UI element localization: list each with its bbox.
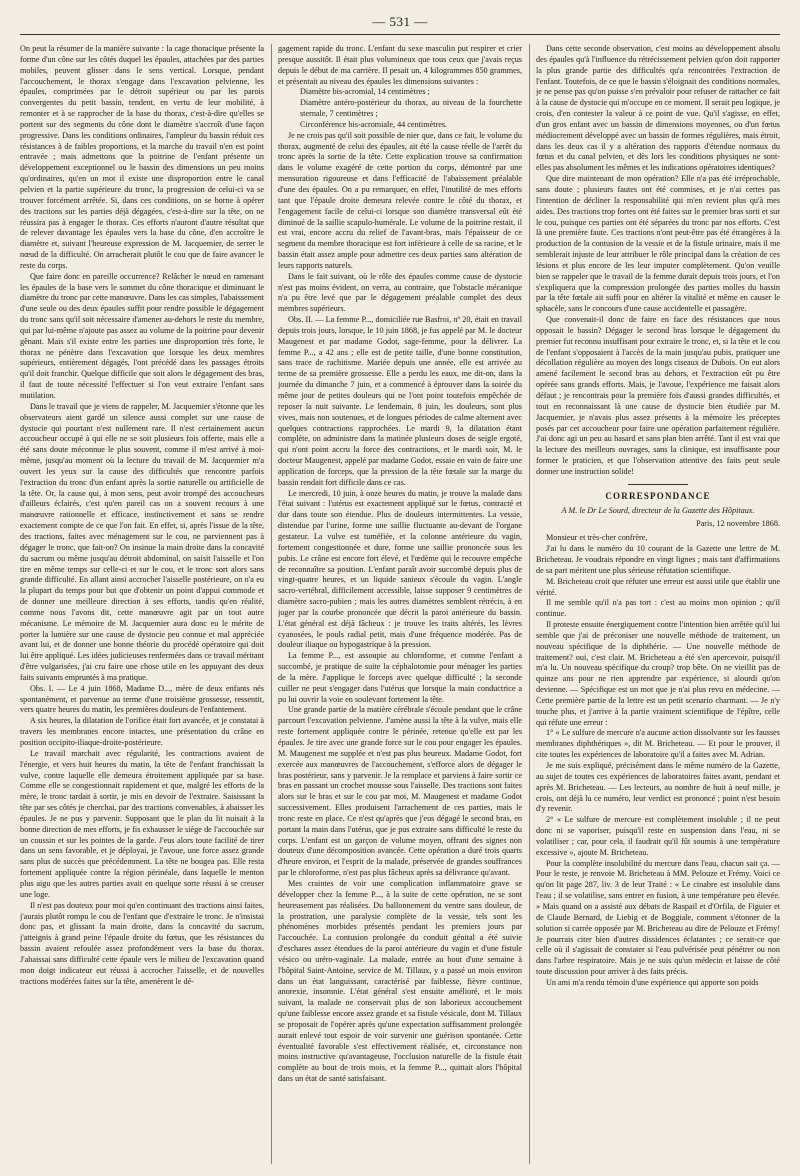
observation-1-heading-paragraph: Obs. I. — Le 4 juin 1868, Madame D..., mère de deux enfants nés spontanément, et parvenue au terme d'une troisième grossesse, ressentit, vers quatre heures du matin, les premières douleurs de l'enfantement. bbox=[20, 683, 264, 715]
letter-paragraph: Il me semble qu'il n'a pas tort : c'est au moins mon opinion ; qu'il continue. bbox=[536, 598, 780, 619]
paragraph: Une grande partie de la matière cérébrale s'écoule pendant que le crâne parcourt l'excavation pelvienne. J'amène aussi la tête à la vulve, mais elle reste fortement appliquée contre le périnée, retenue qu'elle est par les épaules. Je tire avec une grande force sur le cou pour engager les épaules. M. Maugenest me supplée et n'est pas plus heureux. Madame Godot, fort exercée aux manœuvres de l'accouchement, s'efforce alors de dégager le bras postérieur, sans y parvenir. Je la remplace et parviens à faire sortir ce bras en passant un crochet mousse sous l'aisselle. Des tractions sont faites alors sur le bras et sur le cou par moi, M. Maugenest et madame Godot successivement. Elles produisent l'arrachement de ces parties, mais le tronc reste en place. Ce n'est qu'après que j'eus dégagé le second bras, en portant la main dans l'utérus, que je pus extraire sans difficulté le reste du corps. L'enfant est un garçon de volume moyen, offrant des signes non douteux d'une décomposition avancée. Cette opération a duré trois quarts d'heure environ, et l'esprit de la malade, préservée de grandes souffrances par le chloroforme, n'est pas plus fâcheux après sa délivrance qu'avant. bbox=[278, 705, 522, 878]
letter-paragraph: J'ai lu dans le numéro du 10 courant de la Gazette une lettre de M. Bricheteau. Je voudrais répondre en vingt lignes ; mais tant d'affirmations de sa part méritent une plus sérieuse réfutation scientifique. bbox=[536, 544, 780, 575]
paragraph: Il n'est pas douteux pour moi qu'en continuant des tractions ainsi faites, j'aurais plutôt rompu le cou de l'enfant que d'extraire le tronc. Je n'insistai donc pas, et glissant la main droite, dans la concavité du sacrum, j'atteignis à grand peine l'épaule droite du fœtus, que les résistances du bassin avaient refoulée assez profondément vers la base du thorax. J'abaissai sans difficulté cette épaule vers le milieu de l'excavation quand mon doigt indicateur eut réussi à accrocher l'aisselle, et de nouvelles tractions modérées faites sur la tête, amenèrent le dé- bbox=[20, 900, 264, 986]
column-3 bbox=[536, 44, 780, 1164]
paragraph: La femme P..., est assoupie au chloroforme, et comme l'enfant a succombé, je pratique de suite la céphalotomie pour ménager les parties de la mère. J'applique le forceps avec quelque difficulté ; la seconde cuiller ne peut s'engager dans l'utérus que lorsque la main conductrice a pu lui ouvrir la voie en soulevant fortement la tête. bbox=[278, 651, 522, 704]
paragraph: Que faire donc en pareille occurrence? Relâcher le nœud en ramenant les épaules de la base vers le sommet du cône thoracique et diminuant le diamètre du tronc par cette manœuvre. Dans les cas simples, l'abaissement d'une seule ou des deux épaules suffit pour rendre possible le dégagement du tronc sans qu'il soit nécessaire d'amener au-dehors le reste du membre, qui par lui-même n'ajoute pas assez au volume de la poitrine pour devenir gênant. Mais s'il existe entre les parties une disproportion très forte, le thorax ne pénètre dans l'excavation que lorsque les deux membres supérieurs, entièrement dégagés, l'ont précédé dans les passages étroits qu'il doit franchir. Quelque difficile que soit alors le dégagement des bras, il faut de toute nécessité l'effectuer si l'on veut extraire l'enfant sans mutilation. bbox=[20, 271, 264, 400]
paragraph: Le mercredi, 10 juin, à onze heures du matin, je trouve la malade dans l'état suivant : l'utérus est exactement appliqué sur le fœtus, contracté et dur dans toute son étendue. Plus de douleurs intermittentes. La vessie, distendue par l'urine, forme une saillie fluctuante au-devant de l'organe gestateur. La vulve est tuméfiée, et la colonne antérieure du vagin, fortement congestionnée et dure, forme une saillie prononcée sous les pubis. Le crâne est encore fort élevé, et l'œdème qui le recouvre empêche de reconnaître sa position. L'enfant paraît avoir succombé depuis plus de vingt-quatre heures, et un liquide sanieux s'écoule du vagin. L'angle sacro-vertébral, difficilement accessible, laisse supposer 9 centimètres de diamètre sacro-pubien ; mais les autres diamètres semblent rétrécis, à en juger par la courbe prononcée que décrit la paroi antérieure du bassin. L'état général est déjà fâcheux : je trouve les traits altérés, les lèvres cyanosées, le pouls radial petit, mais d'une fréquence modérée. Pas de douleur iliaque ou hypogastrique à la pression. bbox=[278, 488, 522, 650]
section-divider bbox=[628, 484, 688, 485]
column-2 bbox=[278, 44, 522, 1164]
paragraph: Que convenait-il donc de faire en face des résistances que nous opposait le bassin? Dégager le second bras lorsque le dégagement du premier fut reconnu insuffisant pour extraire le tronc, et, si la tête et le cou de l'enfant s'opposaient à l'accès de la main jusqu'au pubis, pratiquer une décollation régulière au moyen des longs ciseaux de Dubois. On eut alors amené facilement le second bras au dehors, et l'extraction eût pu être opérée sans grands efforts. Mais, je l'avoue, l'expérience me faisait alors défaut ; je rencontrais pour la première fois d'aussi grandes difficultés, et tout en reconnaissant là une cause de dystocie bien étudiée par M. Jacquemier, je n'avais plus assez présents à la mémoire les préceptes posés par cet accoucheur pour faire une opération parfaitement régulière. J'ai donc agi un peu au hasard et sans plan bien arrêté. Tant il est vrai que la lecture des meilleurs ouvrages, sans la clinique, est insuffisante pour former le praticien, et que l'observation attentive des faits peut seule donner une instruction solide! bbox=[536, 315, 780, 476]
correspondance-heading: CORRESPONDANCE bbox=[605, 490, 711, 501]
measurement-line: Circonférence bis-acromiale, 44 centimètres. bbox=[300, 119, 448, 129]
header-rule bbox=[20, 34, 780, 35]
paragraph: A six heures, la dilatation de l'orifice était fort avancée, et je constatai à travers les membranes encore intactes, une présentation du crâne en position occipito-iliaque-droite-postérieure. bbox=[20, 716, 264, 747]
measurement-line: Diamètre bis-acromial, 14 centimètres ; bbox=[300, 87, 430, 97]
paragraph: Mes craintes de voir une complication inflammatoire grave se développer chez la femme P..., à la suite de cette opération, ne se sont heureusement pas réalisées. Du ballonnement du ventre sans douleur, de la prostration, une paralysie complète de la vessie, tels sont les phénomènes morbides présentés pendant les premiers jours par l'accouchée. La contusion prolongée du conduit génital a été suivie d'eschares assez étendues de la paroi antérieure du vagin et d'une fistule vésico ou uréro-vaginale. La malade, entrée au bout d'une semaine à l'hôpital Saint-Antoine, service de M. Tillaux, y a passé un mois environ dans un état languissant, caractérisé par faiblesse, fièvre continue, anorexie, insomnie. L'état général s'est ensuite amélioré, et le mois suivant, la malade ne conservait plus de son laborieux accouchement qu'une faiblesse encore assez grande et sa fistule vésicale, dont M. Tillaux se proposait de l'opérer après qu'une expectation suffisamment prolongée aurait enlevé tout espoir de voir survenir une guérison spontanée. Cette éventualité favorable s'est effectivement réalisée, et, circonstance non moins instructive qu'avantageuse, l'occlusion naturelle de la fistule était complète au bout de trois mois, et la femme P..., quittait alors l'hôpital dans un état de santé satisfaisant. bbox=[278, 878, 522, 1084]
observation-2-heading-paragraph: Obs. II. — La femme P..., domiciliée rue Basfroi, nº 20, était en travail depuis trois jours, lorsque, le 10 juin 1868, je fus appelé par M. le docteur Maugenest et par madame Godot, sage-femme, pour la délivrer. La femme P..., a 42 ans ; elle est de petite taille, d'une bonne constitution, sans trace de rachitisme. Mariée depuis une année, elle est arrivée au terme de sa première grossesse. Elle a perdu les eaux, me dit-on, dans la journée du dimanche 7 juin, et a commencé à éprouver dans la soirée du même jour de petites douleurs qui ne l'ont point toutefois empêchée de reposer la nuit suivante. Le lendemain, 8 juin, les douleurs, sont plus vives, mais non soutenues, et de longues périodes de calme alternent avec quelques contractions rapprochées. Le mardi 9, la dilatation étant complète, on administre dans la matinée plusieurs doses de seigle ergoté, qui n'ont point accru la force des contractions, et le mardi soir, M. le docteur Maugenest, appelé par madame Godot, essaie en vain de faire une application de forceps, que la pression de la tête fœtale sur la marge du bassin rendait fort difficile dans ce cas. bbox=[278, 315, 522, 487]
column-1 bbox=[20, 44, 264, 1164]
column-divider bbox=[271, 44, 272, 1164]
letter-paragraph: 1° « Le sulfure de mercure n'a aucune action dissolvante sur les fausses membranes diphthériques », dit M. Bricheteau. — Et pour le prouver, il cite toutes les expériences de laboratoire qu'il a faites avec M. Adrian. bbox=[536, 728, 780, 760]
paragraph: Dans le fait suivant, où le rôle des épaules comme cause de dystocie n'est pas moins évident, on verra, au contraire, que l'obstacle mécanique n'a pu être levé que par le dégagement préalable complet des deux membres supérieurs. bbox=[278, 271, 522, 314]
column-divider bbox=[529, 44, 530, 1164]
paragraph: On peut la résumer de la manière suivante : la cage thoracique présente la forme d'un cône sur les côtés duquel les épaules, attachées par des parties mobiles, peuvent glisser dans le sens vertical. Lorsque, pendant l'accouchement, le thorax s'engage dans l'excavation pelvienne, les épaules, comprimées par le détroit supérieur ou par les parois convergentes du petit bassin, tendent, en vertu de leur mobilité, à remonter et à se rapprocher de la base du thorax, c'est-à-dire qu'elles se portent sur des segments du cône dont le diamètre s'accroît d'une façon progressive. Dans les conditions ordinaires, l'ampleur du bassin réduit ces résistances à de faibles proportions, et la marche du travail n'en est point entravée ; mais admettons que la poitrine de l'enfant présente un développement exceptionnel ou le bassin des dimensions un peu moins qu'ordinaires, qu'en un mot il existe une disproportion entre le canal pelvien et la partie supérieure du tronc, la progression de celui-ci va se trouver forcément arrêtée. Si, dans ces conditions, on se borne à opérer des tractions sur les parties déjà dégagées, c'est-à-dire sur la tête, on ne réussira pas à engager le thorax. Ces efforts n'auront d'autre résultat que de relever davantage les épaules vers la base du cône, d'en accroître le diamètre et, suivant l'heureuse expression de M. Jacquemier, de serrer le nœud de la difficulté. On arracherait plutôt le cou que de faire avancer le reste du corps. bbox=[20, 44, 264, 270]
correspondance-address: A M. le Dr Le Sourd, directeur de la Gazette des Hôpitaux. bbox=[561, 505, 755, 515]
paragraph: Dans le travail que je viens de rappeler, M. Jacquemier s'étonne que les observateurs aient gardé un silence aussi complet sur une cause de dystocie qui pourtant n'est nullement rare. Il n'est certainement aucun accoucheur occupé à qui elle ne se soit plusieurs fois offerte, mais elle a été sans doute méconnue le plus souvent, comme il m'est arrivé à moi-même, jusqu'au moment où la lecture du travail de M. Jacquemier m'a ouvert les yeux sur la cause des difficultés que rencontre parfois l'extraction du tronc d'un enfant après la sortie naturelle ou artificielle de la tête. Or, la cause qui, à mon sens, peut avoir trompé des accoucheurs d'ailleurs éclairés, c'est qu'en pareil cas on a souvent recours à une manœuvre rationnelle et efficace, instinctivement et sans se rendre exactement compte de ce que l'on fait. En effet, si, après l'issue de la tête, des tractions, faites avec ménagement sur le cou, ne parviennent pas à dégager le tronc, que fait-on? On insinue la main droite dans la concavité du sacrum ou même jusqu'au détroit abdominal, on saisit l'aisselle et l'on tire en même temps sur celle-ci et sur le cou, et le tronc sort alors sans grande difficulté. En allant ainsi accrocher l'aisselle postérieure, on n'a eu la plupart du temps pour but que d'obtenir un point d'appui commode et de donner une meilleure direction à ses efforts, tandis qu'en réalité, comme nous l'avons dit, cette manœuvre agit par un tout autre mécanisme. Le mémoire de M. Jacquemier aura donc eu le mérite de porter la lumière sur une cause de dystocie peu connue et mal appréciée avant lui, et de donner une bonne théorie du procédé opératoire qui doit lui être appliqué. Les idées judicieuses renfermées dans ce travail méritant d'être vulgarisées, j'ai cru faire une chose utile en les appuyant des deux faits suivants empruntés à ma pratique. bbox=[20, 401, 264, 682]
letter-paragraph: M. Bricheteau croit que réfuter une erreur est aussi utile que établir une vérité. bbox=[536, 576, 780, 597]
paragraph: Le travail marchait avec régularité, les contractions avaient de l'énergie, et vers huit heures du matin, la tête de l'enfant franchissait la vulve, contre laquelle elle demeura étroitement appliquée par sa base. Comme elle se congestionnait rapidement et que, malgré les efforts de la mère, le tronc tardait à sortir, je mis en devoir de l'extraire. Saisissant la tête par ses côtés je cherchai, par des tractions convenables, à abaisser les épaules. Je ne pus y parvenir. Supposant que le plan du lit nuisait à la bonne direction de mes efforts, je fis exhausser le siège de l'accouchée sur un coussin et sur les pointes de la garde. J'eus alors toute facilité de tirer dans un sens favorable, et je déployai, je l'avoue, une force assez grande sans plus de succès que précédemment. La tête ne bougea pas. Elle resta fortement appliquée contre la région périnéale, dans laquelle le menton plus aigu que les autres parties avait en quelque sorte réussi à se creuser une loge. bbox=[20, 748, 264, 899]
paragraph: Je ne crois pas qu'il soit possible de nier que, dans ce fait, le volume du thorax, augmenté de celui des épaules, ait été la cause réelle de l'arrêt du tronc après la sortie de la tête. Cette explication trouve sa confirmation dans le volume exagéré de cette portion du corps, démontré par une mensuration rigoureuse et dans l'efficacité de l'abaissement préalable d'une des épaules. On a pu remarquer, en effet, l'inutilité de mes efforts tant que l'épaule droite demeura relevée contre le côté du thorax, et l'engagement facile de celui-ci lorsque son diamètre transversal eût été diminué de la saillie scapulo-humérale. Le volume de la poitrine restait, il est vrai, encore accru du relief de l'avant-bras, mais l'épaisseur de ce segment du membre thoracique est fort inférieure à celle de sa racine, et le bassin était assez ample pour admettre ces deux parties sans altération de leurs rapports naturels. bbox=[278, 130, 522, 270]
letter-paragraph: 2° « Le sulfure de mercure est complètement insoluble ; il ne peut donc ni se vaporiser, puisqu'il reste en suspension dans l'eau, ni se volatiliser ; car, pour cela, il faudrait qu'il fût soumis à une température excessive », ajoute M. Bricheteau. bbox=[536, 815, 780, 857]
measurement-line: Diamètre antéro-postérieur du thorax, au niveau de la fourchette sternale, 7 centimètres ; bbox=[300, 98, 522, 119]
paragraph: gagement rapide du tronc. L'enfant du sexe masculin put respirer et crier presque aussitôt. Il était plus volumineux que tous ceux que j'avais reçus depuis le début de ma carrière. Il pesait un, 4 kilogrammes 850 grammes, et présentait au niveau des épaules les dimensions suivantes : bbox=[278, 44, 522, 86]
letter-paragraph: Il proteste ensuite énergiquement contre l'intention bien arrêtée qu'il lui semble que j'ai de préconiser une nouvelle méthode de traitement, un nouveau spécifique de la diphthérie. — Une nouvelle méthode de traitement? oui, c'est clair. M. Bricheteau a été s'en apercevoir, puisqu'il m'a lu. Un nouveau spécifique du croup? trop bête. On ne vieillit pas de quinze ans pour ne rien apprendre par expérience, si alourdi qu'on devienne. — Spécifique est un mot que je n'ai plus revu en médecine. — Cette première partie de la lettre est un petit scenario charmant. — Je n'y touche plus, et j'arrive à la partie vraiment scientifique de l'épître, celle qui réfute une erreur : bbox=[536, 620, 780, 727]
page-number: — 531 — bbox=[372, 14, 428, 29]
paragraph: Que dire maintenant de mon opération? Elle n'a pas été irréprochable, sans doute ; plusieurs fautes ont été commises, et je n'ai certes pas l'intention de décliner la responsabilité qui m'en revient plus qu'à mes aides. Des tractions trop fortes ont été faites sur le premier bras sorti et sur le cou, puisque ces parties ont été séparées du tronc par nos efforts. C'est là une première faute. Ces tractions n'ont peut-être pas été étrangères à la production de la contusion de la vessie et de la fistule urinaire, mais il me semblerait injuste de leur attribuer le rôle principal dans la création de ces lésions et plus encore de les leur imputer complètement. Qu'on veuille bien se rappeler que le travail de la femme durait depuis trois jours, et l'on s'expliquera que la compression prolongée des parties molles du bassin par la tête fœtale ait suffi pour en altérer la vitalité et même en causer le sphacèle, sans le concours d'une cause accidentelle et passagère. bbox=[536, 174, 780, 314]
correspondance-dateline: Paris, 12 novembre 1868. bbox=[696, 519, 780, 529]
letter-paragraph: Je me suis expliqué, précisément dans le même numéro de la Gazette, au sujet de toutes ces expériences de laboratoires faites avant, pendant et après M. Bricheteau. — Les lecteurs, au nombre de huit à neuf mille, je crois, ont déjà lu ce numéro, leur verdict est prononcé ; point n'est besoin d'y revenir. bbox=[536, 761, 780, 814]
correspondance-salutation: Monsieur et très-cher confrère, bbox=[546, 533, 648, 543]
paragraph: Dans cette seconde observation, c'est moins au développement absolu des épaules qu'à l'influence du rétrécissement pelvien qu'on doit rapporter la plus grande partie des difficultés qu'a rencontrées l'extraction de l'enfant. Toutefois, de ce que le bassin s'éloignait des conditions normales, je ne pense pas qu'on puisse s'en prévaloir pour refuser de rattacher ce fait à la cause de dystocie qui m'occupe en ce moment. Il serait peu logique, je crois, d'en contester la valeur à ce point de vue. Qu'il s'agisse, en effet, d'un gros enfant avec un bassin de dimensions moyennes, ou d'un fœtus médiocrement développé avec un bassin de formes régulières, mais étroit, dans les deux cas il y a altération des rapports d'étendue normaux du fœtus et du canal pelvien, et dès lors les conditions physiques ne sont-elles pas absolument les mêmes et les indications opératoires identiques? bbox=[536, 44, 780, 173]
letter-paragraph: Un ami m'a rendu témoin d'une expérience qui apporte son poids bbox=[546, 977, 759, 987]
letter-paragraph: Pour la complète insolubilité du mercure dans l'eau, chacun sait ça. — Pour le reste, je renvoie M. Bricheteau à MM. Pelouze et Frémy. Voici ce qu'on lit page 287, liv. 3 de leur Traité : « Le cinabre est insoluble dans l'eau ; il se volatilise, sans entrer en fusion, à une température peu élevée. » Mais quand on a assisté aux débats de Raspail et d'Orfila, de Figuier et de Claude Bernard, de Liebig et de Boggiale, comment s'étonner de la solution si carrée opposée par M. Bricheteau au dire de Pelouze et Frémy! Je pourrais citer bien d'autres dissidences éclatantes ; ce serait-ce que celle où il s'agissait de constater si l'eau pulvérisée peut pénétrer ou non dans l'arbre respiratoire. Mais je ne suis qu'un médecin et laisse de côté toute discussion pour arriver à des faits précis. bbox=[536, 858, 780, 977]
